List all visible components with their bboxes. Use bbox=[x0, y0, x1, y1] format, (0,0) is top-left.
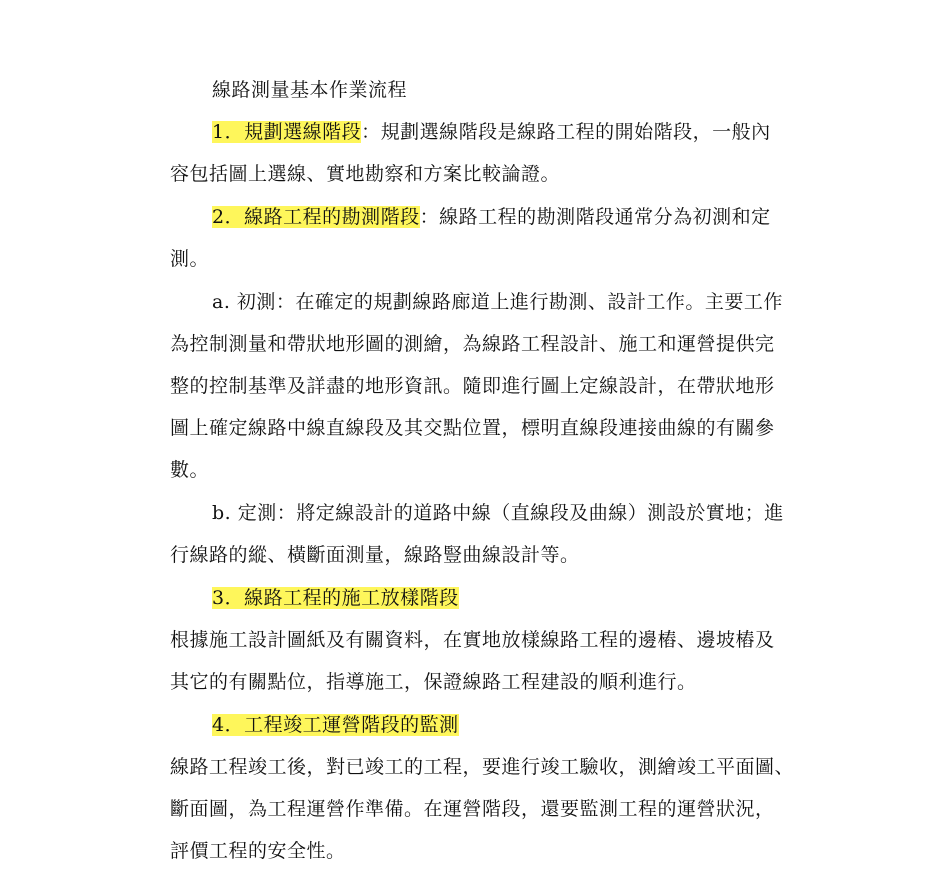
item-a-line-4: 圖上確定線路中線直線段及其交點位置，標明直線段連接曲線的有關參 bbox=[170, 417, 775, 439]
section-2-heading: 2．線路工程的勘測階段 bbox=[212, 206, 420, 228]
item-b-line-1: b. 定測：將定線設計的道路中線（直線段及曲線）測設於實地；進 bbox=[212, 502, 784, 524]
section-4-line-2: 線路工程竣工後，對已竣工的工程，要進行竣工驗收，測繪竣工平面圖、 bbox=[170, 756, 795, 778]
section-1-line-2: 容包括圖上選線、實地勘察和方案比較論證。 bbox=[170, 163, 561, 185]
section-1-line-1 bbox=[212, 118, 852, 146]
section-4-heading: 4．工程竣工運營階段的監測 bbox=[212, 714, 459, 736]
item-a-line-2: 為控制測量和帶狀地形圖的測繪，為線路工程設計、施工和運營提供完 bbox=[170, 333, 775, 355]
item-b-line-2: 行線路的縱、橫斷面測量，線路豎曲線設計等。 bbox=[170, 544, 580, 566]
section-2-text: ：線路工程的勘測階段通常分為初測和定 bbox=[419, 206, 771, 228]
section-2-line-1 bbox=[212, 203, 852, 231]
section-1-text: ：規劃選線階段是線路工程的開始階段，一般內 bbox=[361, 121, 771, 143]
section-2-line-2: 測。 bbox=[170, 248, 210, 270]
item-a-line-5: 數。 bbox=[170, 459, 210, 481]
section-4-line-4: 評價工程的安全性。 bbox=[170, 840, 346, 862]
item-a-line-1: a. 初測：在確定的規劃線路廊道上進行勘測、設計工作。主要工作 bbox=[212, 291, 783, 313]
document-title: 線路測量基本作業流程 bbox=[212, 79, 408, 101]
section-1-heading: 1．規劃選線階段 bbox=[212, 121, 362, 143]
section-3-line-2: 根據施工設計圖紙及有關資料，在實地放樣線路工程的邊樁、邊坡樁及 bbox=[170, 629, 775, 651]
section-3-line-3: 其它的有關點位，指導施工，保證線路工程建設的順利進行。 bbox=[170, 671, 697, 693]
section-4-line-3: 斷面圖，為工程運營作準備。在運營階段，還要監測工程的運營狀況， bbox=[170, 798, 775, 820]
section-3-line-1 bbox=[212, 584, 852, 612]
item-a-line-3: 整的控制基準及詳盡的地形資訊。隨即進行圖上定線設計，在帶狀地形 bbox=[170, 375, 775, 397]
section-4-line-1 bbox=[212, 711, 852, 739]
section-3-heading: 3．線路工程的施工放樣階段 bbox=[212, 587, 459, 609]
